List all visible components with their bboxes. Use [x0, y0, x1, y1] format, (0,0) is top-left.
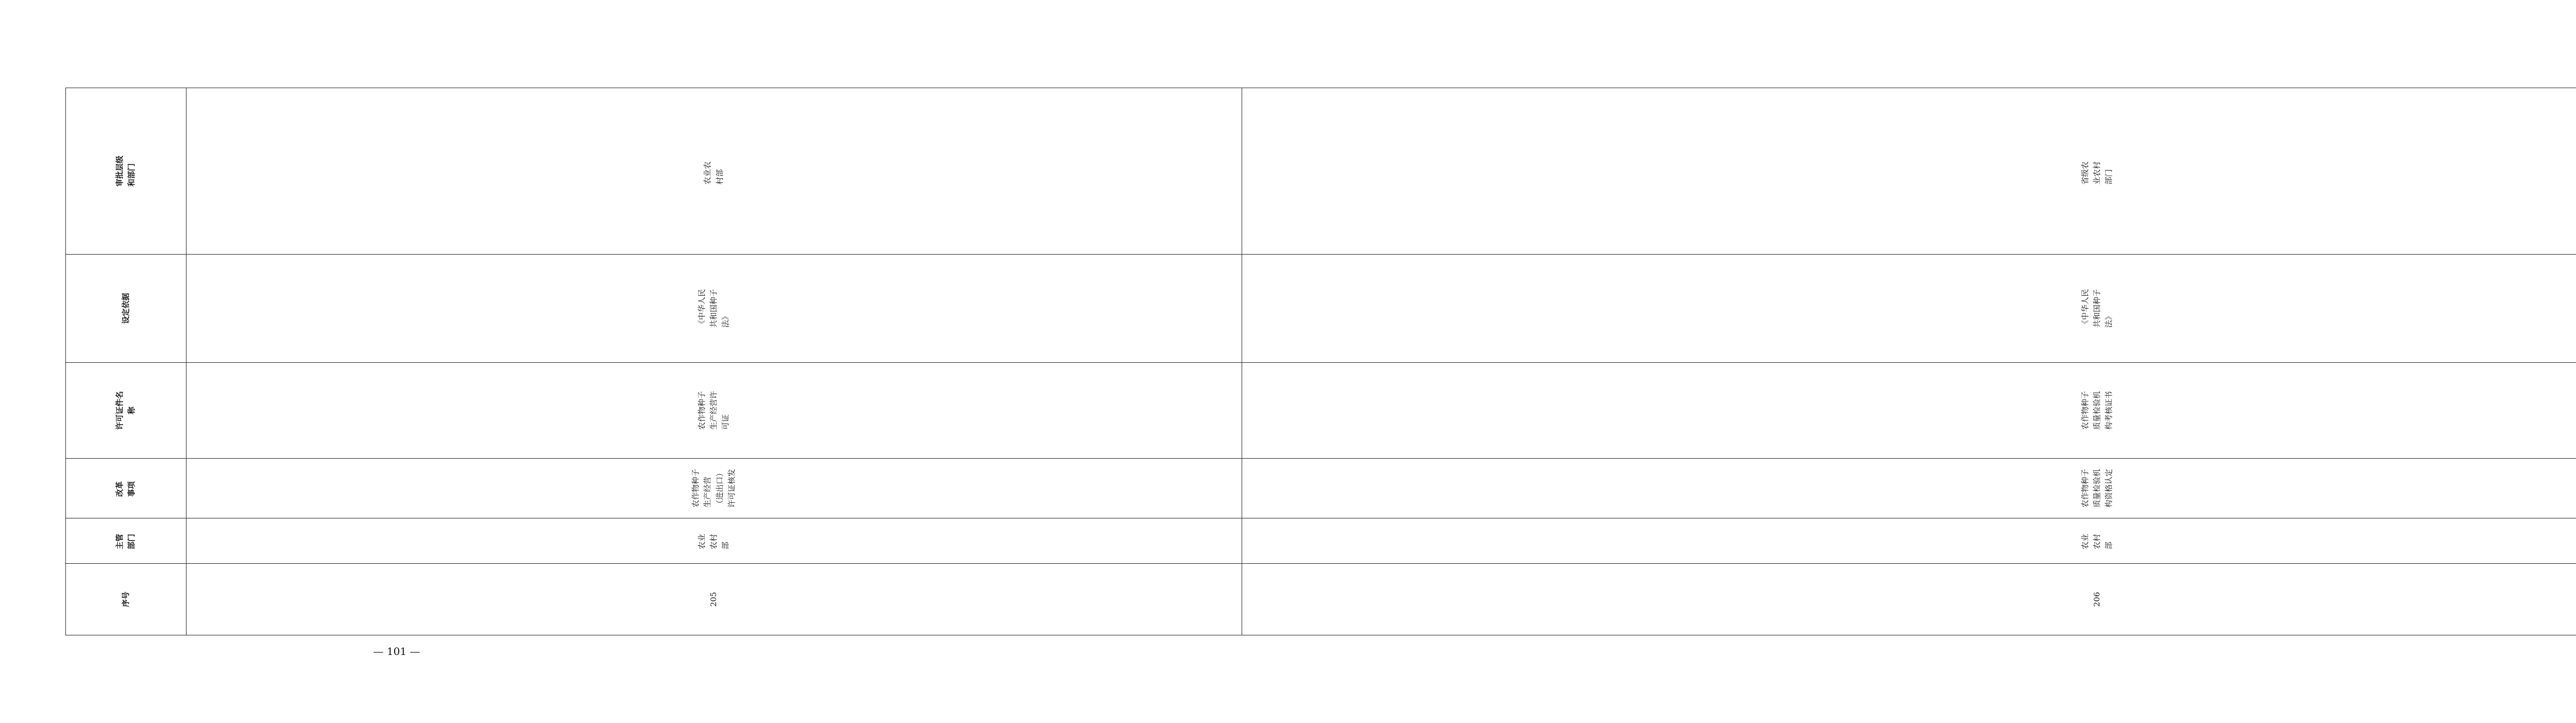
header-dept: 主管部门 [66, 518, 187, 564]
row-basis: 《中华人民共和国种子法》 [1242, 255, 2576, 363]
row-license: 农作物种子质量检验机构考核证书 [1242, 363, 2576, 459]
row-license: 农作物种子生产经营许可证 [186, 363, 1242, 459]
header-seq: 序号 [66, 564, 187, 635]
table-row [1242, 88, 2576, 635]
header-license: 许可证件名称 [66, 363, 187, 459]
row-item: 农作物种子质量检验机构资格认定 [1242, 459, 2576, 518]
rotated-table-container [65, 88, 2114, 635]
row-dept: 农业农村部 [186, 518, 1242, 564]
header-level: 审批层级和部门 [66, 88, 187, 255]
row-basis: 《中华人民共和国种子法》 [186, 255, 1242, 363]
row-item: 农作物种子生产经营（进出口）许可证核发 [186, 459, 1242, 518]
row-seq: 205 [186, 564, 1242, 635]
table-row [186, 88, 1242, 635]
row-level: 农业农村部 [186, 88, 1242, 255]
header-item: 改革事项 [66, 459, 187, 518]
row-seq: 206 [1242, 564, 2576, 635]
page-number: — 101 — [373, 645, 420, 658]
row-dept: 农业农村部 [1242, 518, 2576, 564]
header-basis: 设定依据 [66, 255, 187, 363]
row-level: 省级农业农村部门 [1242, 88, 2576, 255]
reform-table [65, 88, 2576, 635]
